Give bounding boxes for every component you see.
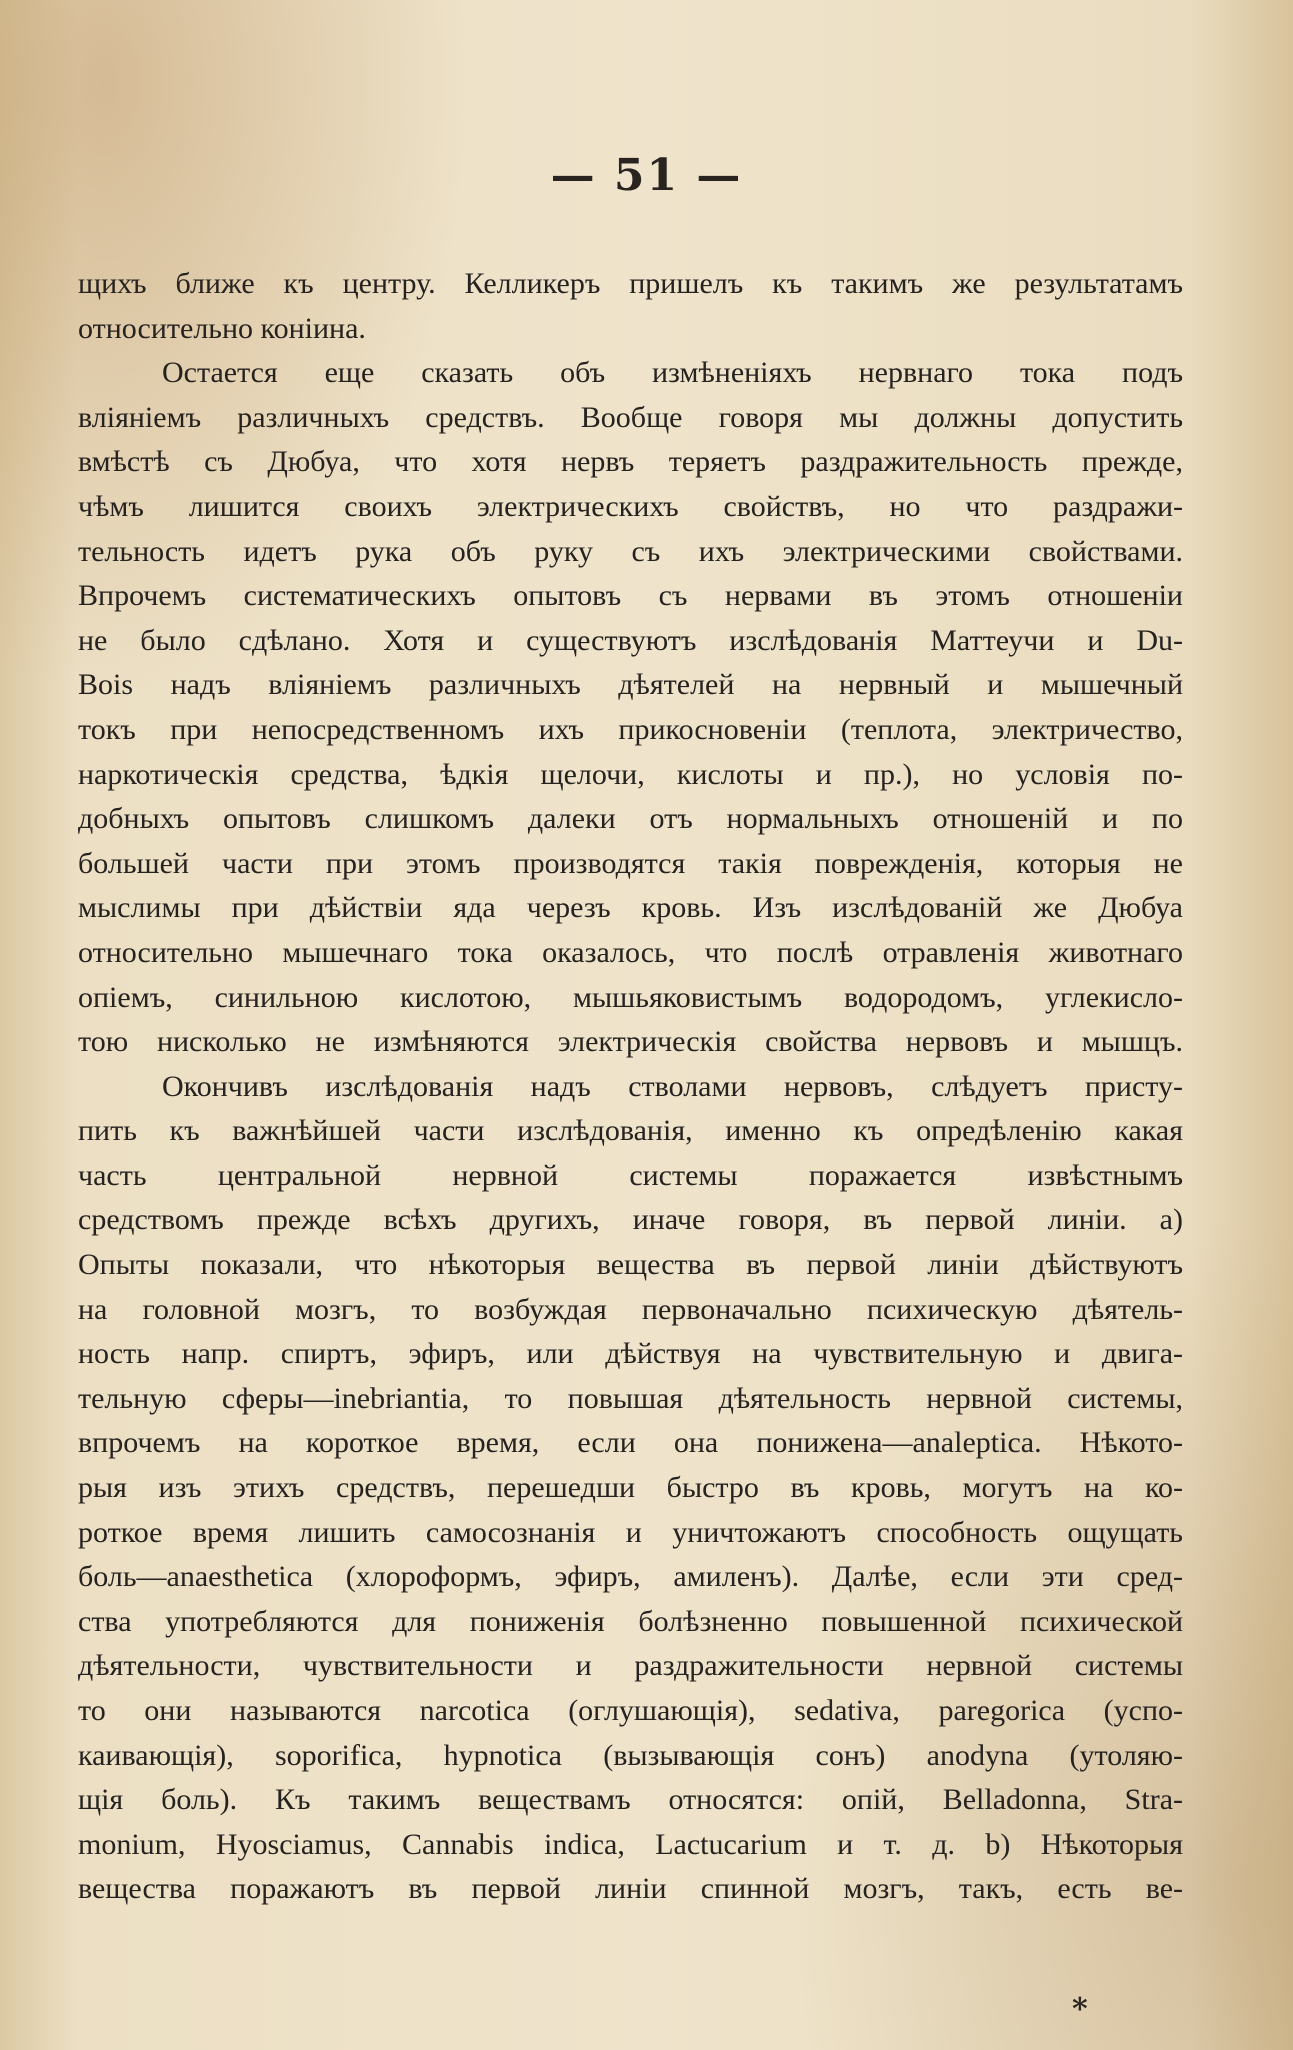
- text-line: опіемъ, синильною кислотою, мышьяковистымъ водородомъ, углекисло-: [78, 980, 1183, 1014]
- text-line: токъ при непосредственномъ ихъ прикосновеніи (теплота, электричество,: [78, 712, 1183, 746]
- text-line: дѣятельности, чувствительности и раздражительности нервной системы: [78, 1649, 1183, 1683]
- text-line: вліяніемъ различныхъ средствъ. Вообще говоря мы должны допустить: [78, 400, 1183, 434]
- text-line: щія боль). Къ такимъ веществамъ относятся: опій, Belladonna, Stra-: [78, 1783, 1183, 1817]
- text-line: относительно мышечнаго тока оказалось, что послѣ отравленія животнаго: [78, 935, 1183, 969]
- text-line: тельную сферы—inebriantia, то повышая дѣятельность нервной системы,: [78, 1381, 1183, 1415]
- text-line: средствомъ прежде всѣхъ другихъ, иначе говоря, въ первой линіи. а): [78, 1203, 1183, 1237]
- text-line: monium, Hyosciamus, Cannabis indica, Lactucarium и т. д. b) Нѣкоторыя: [78, 1827, 1183, 1861]
- text-line: относительно коніина.: [78, 311, 366, 345]
- page-number: — 51 —: [550, 150, 743, 201]
- text-line: каивающія), soporifica, hypnotica (вызывающія сонъ) anodyna (утоляю-: [78, 1738, 1183, 1772]
- text-line: пить къ важнѣйшей части изслѣдованія, именно къ опредѣленію какая: [78, 1114, 1183, 1148]
- text-line: Bois надъ вліяніемъ различныхъ дѣятелей на нервный и мышечный: [78, 668, 1183, 702]
- text-line: щихъ ближе къ центру. Келликеръ пришелъ къ такимъ же результатамъ: [78, 267, 1183, 300]
- text-line: Впрочемъ систематическихъ опытовъ съ нервами въ этомъ отношеніи: [78, 579, 1183, 613]
- text-line: Остается еще сказать объ измѣненіяхъ нервнаго тока подъ: [162, 356, 1183, 390]
- text-line: Окончивъ изслѣдованія надъ стволами нервовъ, слѣдуетъ присту-: [162, 1069, 1183, 1103]
- text-line: большей части при этомъ производятся такія поврежденія, которыя не: [78, 846, 1183, 880]
- text-line: ность напр. спиртъ, эфиръ, или дѣйствуя на чувствительную и двига-: [78, 1337, 1183, 1371]
- text-line: наркотическія средства, ѣдкія щелочи, кислоты и пр.), но условія по-: [78, 757, 1183, 791]
- text-line: Опыты показали, что нѣкоторыя вещества въ первой линіи дѣйствуютъ: [78, 1248, 1183, 1282]
- text-line: роткое время лишить самосознанія и уничтожаютъ способность ощущать: [78, 1515, 1183, 1549]
- text-line: боль—anaesthetica (хлороформъ, эфиръ, амиленъ). Далѣе, если эти сред-: [78, 1560, 1183, 1594]
- text-line: впрочемъ на короткое время, если она понижена—analeptica. Нѣкото-: [78, 1426, 1183, 1460]
- text-line: рыя изъ этихъ средствъ, перешедши быстро въ кровь, могутъ на ко-: [78, 1471, 1183, 1505]
- text-line: часть центральной нервной системы поражается извѣстнымъ: [78, 1158, 1183, 1192]
- text-line: чѣмъ лишится своихъ электрическихъ свойствъ, но что раздражи-: [78, 489, 1183, 523]
- text-line: тельность идетъ рука объ руку съ ихъ электрическими свойствами.: [78, 534, 1183, 568]
- body-text: [78, 262, 1183, 1912]
- signature-mark: *: [1072, 1992, 1088, 2027]
- text-line: не было сдѣлано. Хотя и существуютъ изслѣдованія Маттеучи и Du-: [78, 623, 1183, 657]
- text-line: добныхъ опытовъ слишкомъ далеки отъ нормальныхъ отношеній и по: [78, 802, 1183, 836]
- text-line: вещества поражаютъ въ первой линіи спинной мозгъ, такъ, есть ве-: [78, 1872, 1183, 1906]
- text-line: ства употребляются для пониженія болѣзненно повышенной психической: [78, 1604, 1183, 1638]
- text-line: то они называются narcotica (оглушающія), sedativa, paregorica (успо-: [78, 1694, 1183, 1727]
- text-line: на головной мозгъ, то возбуждая первоначально психическую дѣятель-: [78, 1292, 1183, 1326]
- text-line: мыслимы при дѣйствіи яда черезъ кровь. Изъ изслѣдованій же Дюбуа: [78, 891, 1183, 925]
- text-line: тою нисколько не измѣняются электрическія свойства нервовъ и мышцъ.: [78, 1025, 1183, 1059]
- text-line: вмѣстѣ съ Дюбуа, что хотя нервъ теряетъ раздражительность прежде,: [78, 445, 1183, 479]
